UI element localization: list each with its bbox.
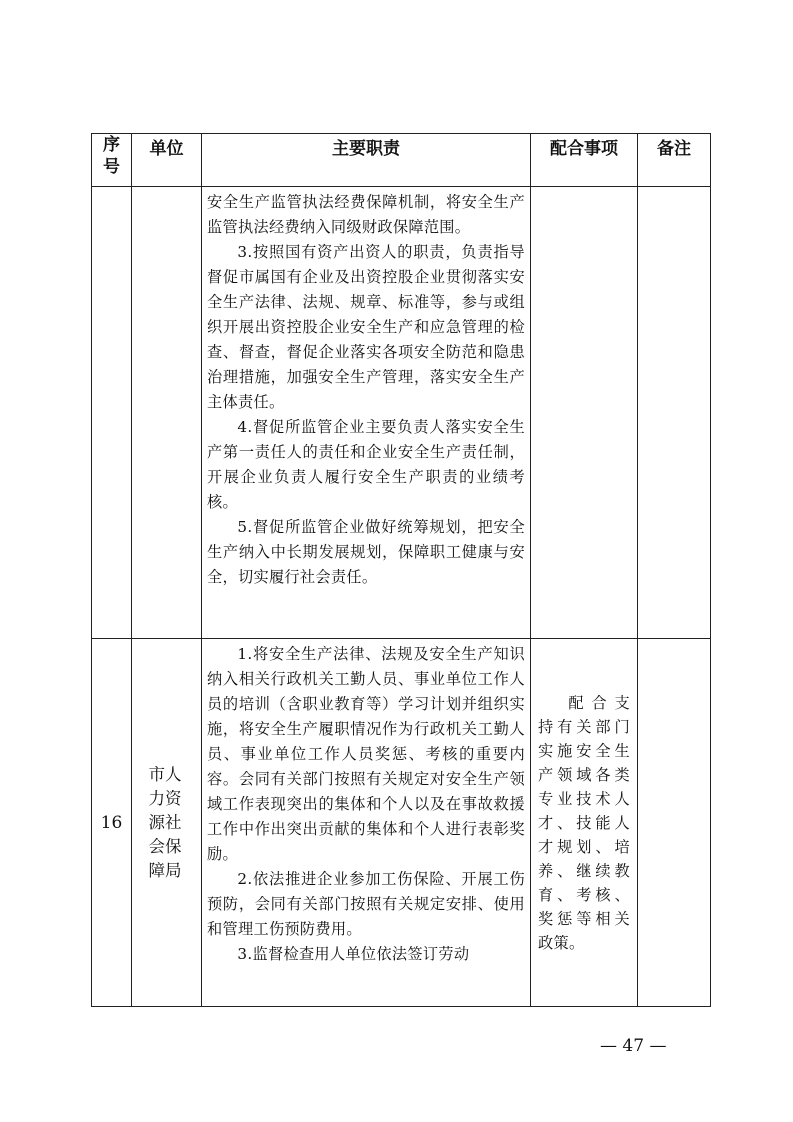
header-notes: 备注 bbox=[638, 134, 711, 187]
duty-paragraph: 3.监督检查用人单位依法签订劳动 bbox=[237, 945, 470, 963]
header-coop: 配合事项 bbox=[531, 134, 638, 187]
row-unit bbox=[132, 187, 202, 639]
table-header-row bbox=[92, 134, 711, 187]
row-coop: 配合支持有关部门实施安全生产领域各类专业技术人才、技能人才规划、培养、继续教育、考核、奖惩等相关政策。 bbox=[531, 639, 638, 1007]
row-notes bbox=[638, 639, 711, 1007]
duty-paragraph: 3.按照国有资产出资人的职责，负责指导督促市属国有企业及出资控股企业贯彻落实安全生产法律、法规、规章、标准等，参与或组织开展出资控股企业安全生产和应急管理的检查、督查，督促企业落实各项安全防范和隐患治理措施，加强安全生产管理，落实安全生产主体责任。 bbox=[207, 243, 525, 411]
table-row bbox=[92, 639, 711, 1007]
row-seq bbox=[92, 187, 132, 639]
row-coop bbox=[531, 187, 638, 639]
header-unit: 单位 bbox=[132, 134, 202, 187]
row-seq: 16 bbox=[92, 639, 132, 1007]
table-row bbox=[92, 187, 711, 639]
duty-paragraph: 1.将安全生产法律、法规及安全生产知识纳入相关行政机关工勤人员、事业单位工作人员的培训（含职业教育等）学习计划并组织实施，将安全生产履职情况作为行政机关工勤人员、事业单位工作人员奖惩、考核的重要内容。会同有关部门按照有关规定对安全生产领域工作表现突出的集体和个人以及在事故救援工作中作出突出贡献的集体和个人进行表彰奖励。 bbox=[207, 645, 525, 863]
header-seq: 序号 bbox=[92, 134, 132, 187]
duty-paragraph: 4.督促所监管企业主要负责人落实安全生产第一责任人的责任和企业安全生产责任制，开展企业负责人履行安全生产职责的业绩考核。 bbox=[207, 418, 525, 511]
row-unit: 市人力资源社会保障局 bbox=[132, 639, 202, 1007]
row-duties bbox=[202, 187, 531, 639]
page-number: — 47 — bbox=[600, 1036, 667, 1056]
row-duties bbox=[202, 639, 531, 1007]
duty-paragraph: 5.督促所监管企业做好统筹规划，把安全生产纳入中长期发展规划，保障职工健康与安全，切实履行社会责任。 bbox=[207, 518, 525, 586]
duty-paragraph: 2.依法推进企业参加工伤保险、开展工伤预防，会同有关部门按照有关规定安排、使用和管理工伤预防费用。 bbox=[207, 870, 525, 938]
row-notes bbox=[638, 187, 711, 639]
duties-table bbox=[91, 133, 711, 1007]
header-duties: 主要职责 bbox=[202, 134, 531, 187]
duty-paragraph: 安全生产监管执法经费保障机制，将安全生产监管执法经费纳入同级财政保障范围。 bbox=[207, 193, 525, 236]
